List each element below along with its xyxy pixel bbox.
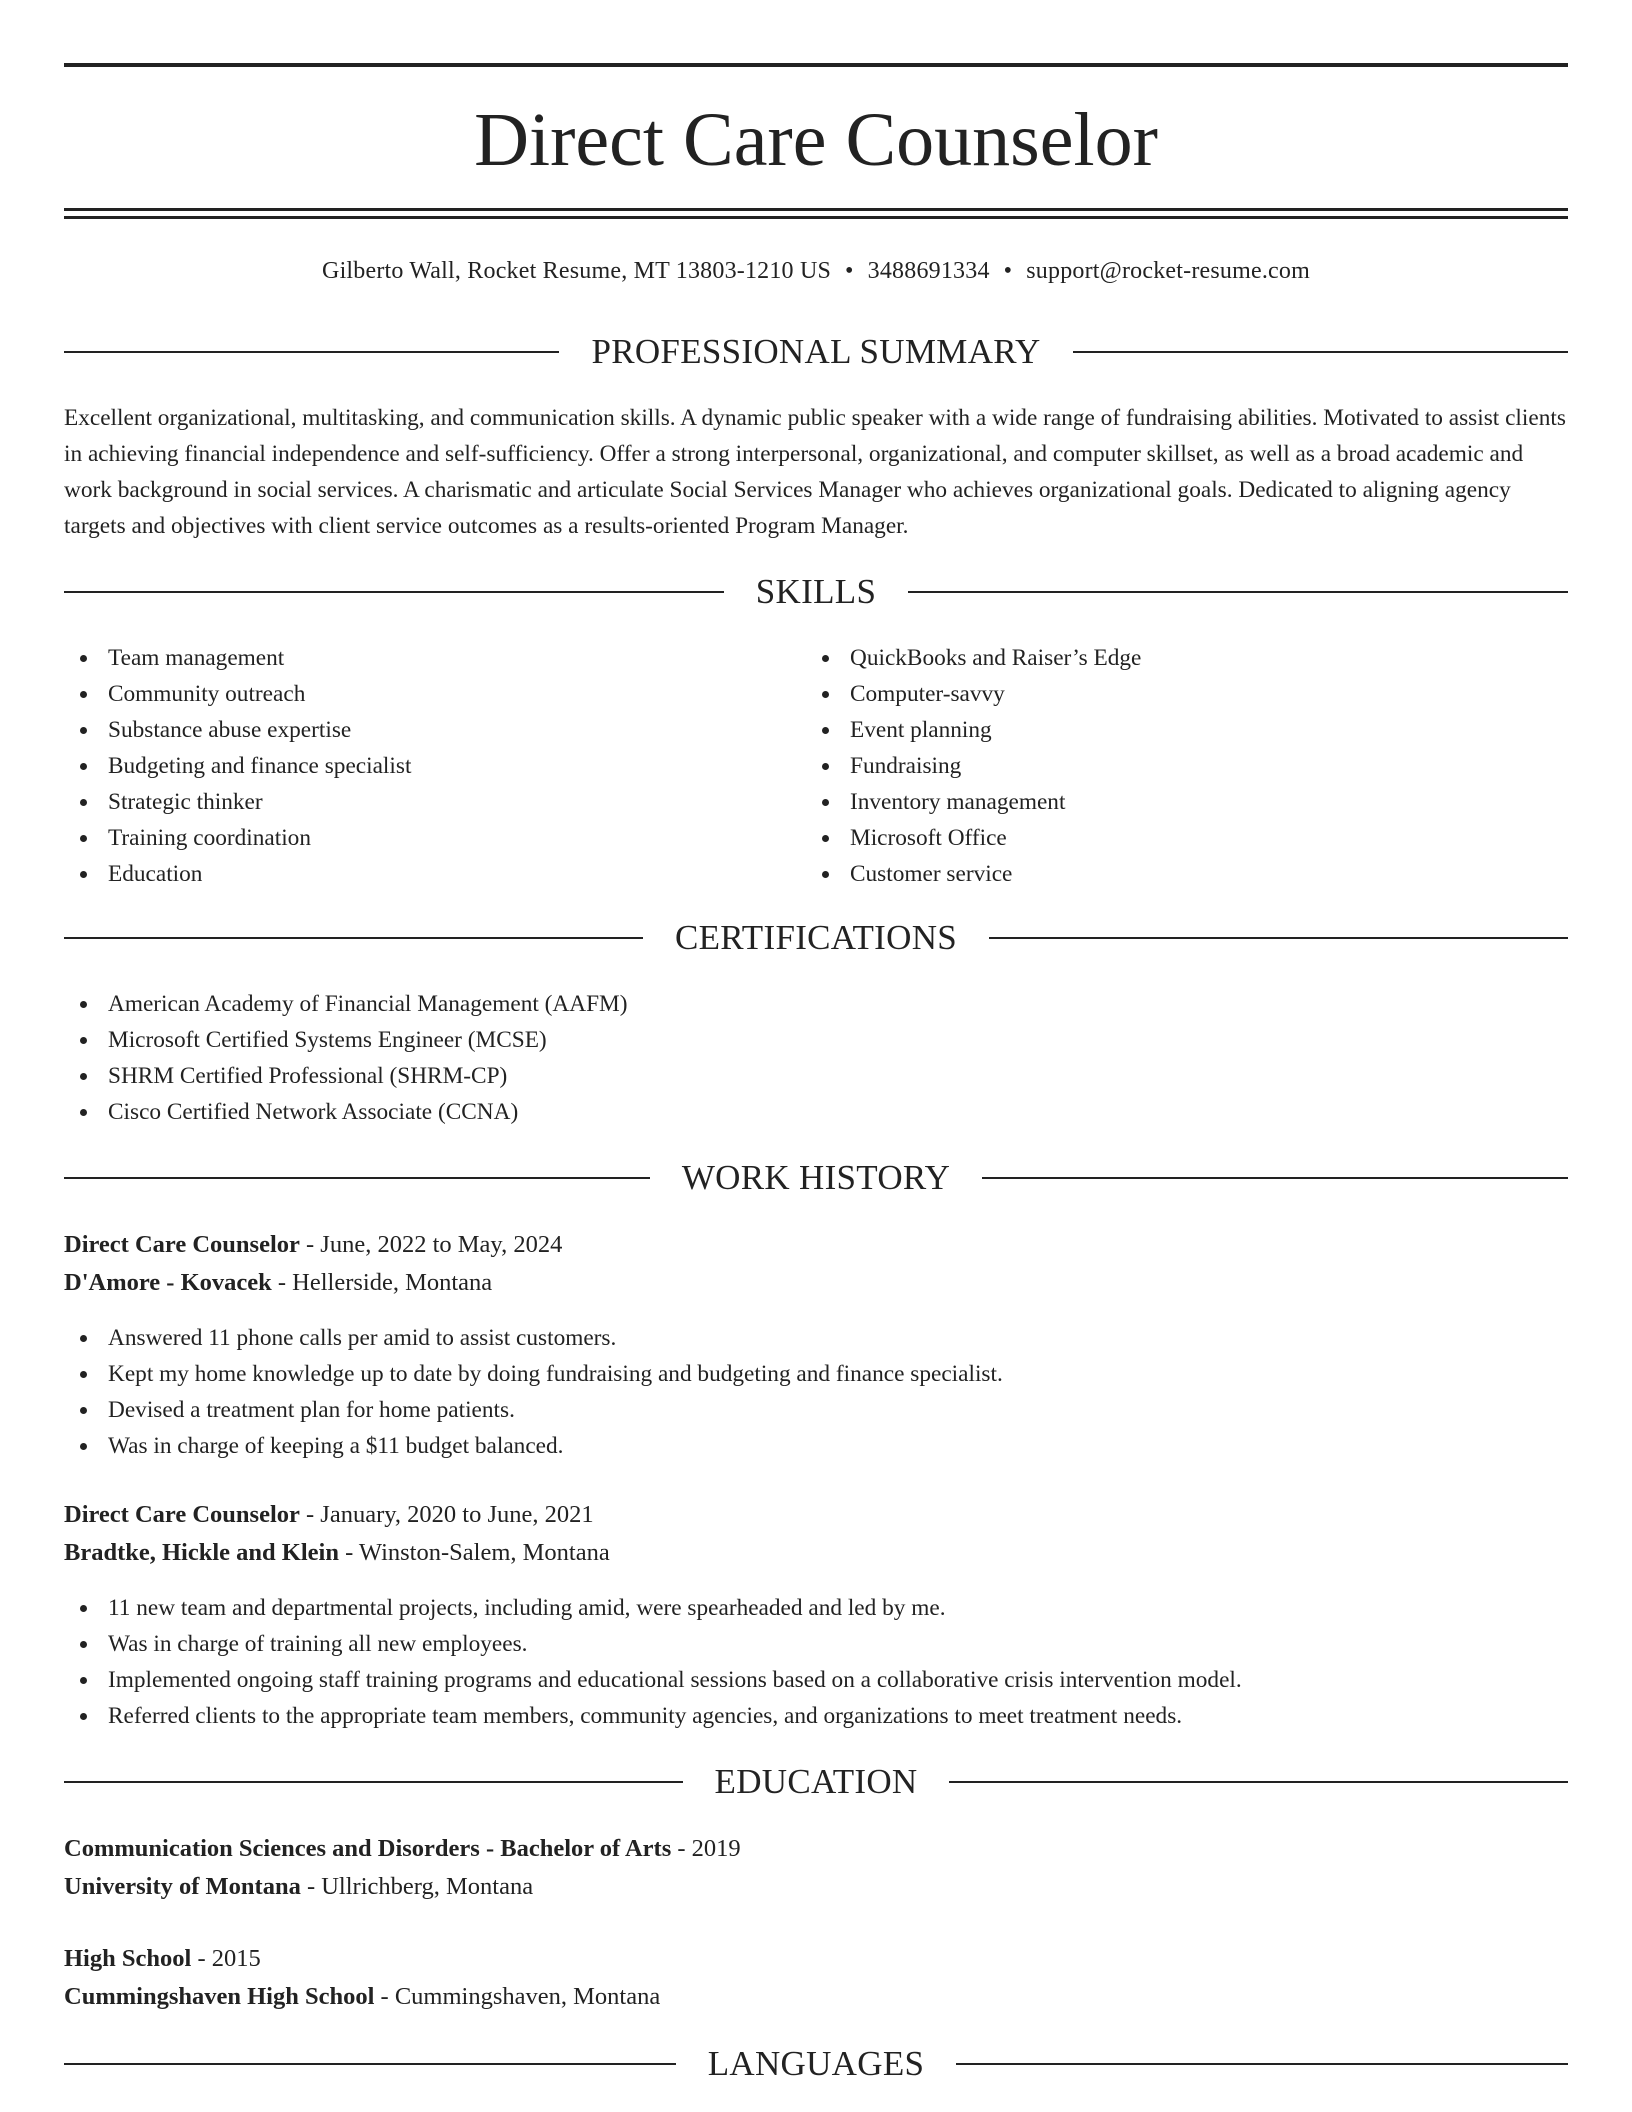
job-bullet: Kept my home knowledge up to date by doing fundraising and budgeting and finance specialist.	[64, 1356, 1568, 1392]
job-title: Direct Care Counselor	[64, 1231, 300, 1258]
job-bullet: Was in charge of keeping a $11 budget balanced.	[64, 1428, 1568, 1464]
skill-item: Inventory management	[806, 784, 1546, 820]
job-bullet: Implemented ongoing staff training programs and educational sessions based on a collaborative crisis intervention model.	[64, 1662, 1568, 1698]
job-dates: - June, 2022 to May, 2024	[299, 1231, 563, 1258]
skill-item: Fundraising	[806, 748, 1546, 784]
contact-address: Gilberto Wall, Rocket Resume, MT 13803-1210 US	[322, 258, 832, 284]
job-company: Bradtke, Hickle and Klein	[64, 1539, 339, 1566]
heading-rule	[908, 591, 1568, 593]
education-entry	[64, 1830, 1568, 1906]
job-company-line	[64, 1534, 1568, 1572]
skill-item: Computer-savvy	[806, 676, 1546, 712]
heading-rule	[64, 591, 724, 593]
certification-item: Cisco Certified Network Associate (CCNA)	[64, 1094, 1568, 1130]
skill-item: Substance abuse expertise	[64, 712, 804, 748]
job-bullet: 11 new team and departmental projects, including amid, were spearheaded and led by me.	[64, 1590, 1568, 1626]
skill-item: Training coordination	[64, 820, 804, 856]
skill-item: Budgeting and finance specialist	[64, 748, 804, 784]
heading-rule	[64, 1781, 683, 1783]
section-heading-summary	[64, 330, 1568, 374]
top-rule	[64, 63, 1568, 67]
section-heading-education	[64, 1760, 1568, 1804]
job-bullet: Answered 11 phone calls per amid to assist customers.	[64, 1320, 1568, 1356]
job-entry-header	[64, 1496, 1568, 1572]
education-school-line	[64, 1978, 1568, 2016]
section-title: CERTIFICATIONS	[674, 918, 958, 957]
section-title: LANGUAGES	[707, 2044, 925, 2083]
section-heading-certifications	[64, 916, 1568, 960]
section-heading-skills	[64, 570, 1568, 614]
job-bullets	[64, 1590, 1568, 1734]
job-title: Direct Care Counselor	[64, 1501, 300, 1528]
contact-email[interactable]: support@rocket-resume.com	[1026, 258, 1310, 284]
education-degree-line	[64, 1830, 1568, 1868]
skill-item: Team management	[64, 640, 804, 676]
skill-item: Event planning	[806, 712, 1546, 748]
job-title-line	[64, 1496, 1568, 1534]
contact-line	[64, 254, 1568, 288]
skill-item: Customer service	[806, 856, 1546, 892]
heading-rule	[64, 937, 643, 939]
job-location: - Winston-Salem, Montana	[338, 1539, 610, 1566]
skills-list-left	[64, 640, 804, 892]
certification-item: SHRM Certified Professional (SHRM-CP)	[64, 1058, 1568, 1094]
section-title: SKILLS	[755, 572, 877, 611]
skill-item: Education	[64, 856, 804, 892]
title-double-rule-upper	[64, 208, 1568, 211]
contact-separator: •	[845, 258, 854, 284]
education-degree-line	[64, 1940, 1568, 1978]
contact-phone: 3488691334	[867, 258, 990, 284]
certifications-list	[64, 986, 1568, 1130]
section-title: EDUCATION	[714, 1762, 918, 1801]
section-title: PROFESSIONAL SUMMARY	[591, 332, 1041, 371]
skill-item: Community outreach	[64, 676, 804, 712]
heading-rule	[64, 1177, 650, 1179]
job-company: D'Amore - Kovacek	[64, 1269, 272, 1296]
certification-item: American Academy of Financial Management (AAFM)	[64, 986, 1568, 1022]
job-location: - Hellerside, Montana	[271, 1269, 493, 1296]
summary-paragraph: Excellent organizational, multitasking, and communication skills. A dynamic public speaker with a wide range of fundraising abilities. Motivated to assist clients in achieving financial independence and self-sufficiency. Offer a strong interpersonal, organizational, and computer skillset, as well as a broad academic and work background in social services. A charismatic and articulate Social Services Manager who achieves organizational goals. Dedicated to aligning agency targets and objectives with client service outcomes as a results-oriented Program Manager.	[64, 405, 1566, 539]
job-bullet: Devised a treatment plan for home patients.	[64, 1392, 1568, 1428]
education-school: University of Montana	[64, 1873, 301, 1900]
education-location: - Ullrichberg, Montana	[300, 1873, 534, 1900]
job-entry-header	[64, 1226, 1568, 1302]
education-year: - 2019	[671, 1835, 741, 1862]
section-heading-languages	[64, 2042, 1568, 2086]
certification-item: Microsoft Certified Systems Engineer (MCSE)	[64, 1022, 1568, 1058]
heading-rule	[64, 351, 559, 353]
contact-separator: •	[1003, 258, 1013, 284]
education-school: Cummingshaven High School	[64, 1983, 375, 2010]
heading-rule	[64, 2063, 676, 2065]
heading-rule	[1073, 351, 1568, 353]
skill-item: QuickBooks and Raiser’s Edge	[806, 640, 1546, 676]
heading-rule	[989, 937, 1568, 939]
education-location: - Cummingshaven, Montana	[374, 1983, 661, 2010]
skill-item: Strategic thinker	[64, 784, 804, 820]
job-bullet: Referred clients to the appropriate team members, community agencies, and organizations to meet treatment needs.	[64, 1698, 1568, 1734]
section-title: WORK HISTORY	[681, 1158, 951, 1197]
section-heading-work	[64, 1156, 1568, 1200]
heading-rule	[956, 2063, 1568, 2065]
heading-rule	[982, 1177, 1568, 1179]
education-year: - 2015	[191, 1945, 261, 1972]
education-degree: High School	[64, 1945, 192, 1972]
job-bullet: Was in charge of training all new employees.	[64, 1626, 1568, 1662]
education-school-line	[64, 1868, 1568, 1906]
education-degree: Communication Sciences and Disorders - Bachelor of Arts	[64, 1835, 672, 1862]
education-entry	[64, 1940, 1568, 2016]
job-bullets	[64, 1320, 1568, 1464]
skill-item: Microsoft Office	[806, 820, 1546, 856]
job-company-line	[64, 1264, 1568, 1302]
resume-title: Direct Care Counselor	[474, 98, 1158, 182]
skills-list-right	[806, 640, 1546, 892]
job-dates: - January, 2020 to June, 2021	[299, 1501, 594, 1528]
job-title-line	[64, 1226, 1568, 1264]
title-double-rule-lower	[64, 216, 1568, 219]
heading-rule	[949, 1781, 1568, 1783]
